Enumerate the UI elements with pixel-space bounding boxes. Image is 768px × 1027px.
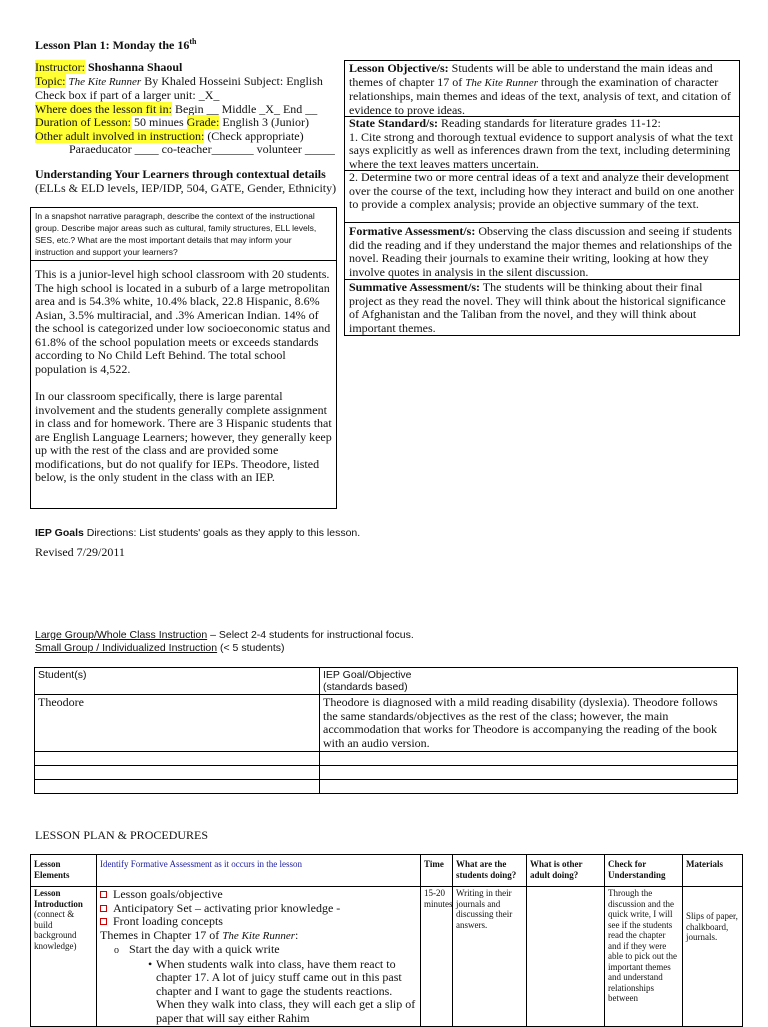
duration-grade-line: Duration of Lesson: 50 minues Grade: English 3 (Junior) [35,115,309,129]
iep-table-header [35,668,738,695]
iep-goals-line: IEP Goals Directions: List students' goals as they apply to this lesson. [35,527,361,539]
revised-date: Revised 7/29/2011 [35,545,125,559]
lesson-objective-box: Lesson Objective/s: Students will be able to understand the main ideas and themes of chapter 17 of The Kite Runner through the examination of character relationships, main themes and ideas of the text, analysis of text, and citation of evidence to prove ideas. [344,60,740,117]
procedures-heading: LESSON PLAN & PROCEDURES [35,828,209,842]
h-students-doing: What are the students doing? [453,855,527,887]
narrative-prompt: In a snapshot narrative paragraph, describe the context of the instructional group. Describe major areas such as cultural, family structures, ELL levels, SES, etc.? What are the most important details that may inform your instruction and support your learners? [31,210,336,261]
bullet-icon: • [148,956,153,971]
unit-checkbox-line: Check box if part of a larger unit: _X_ [35,88,220,102]
learners-heading-block [35,168,340,195]
other-adult-line: Other adult involved in instruction: (Check appropriate) [35,128,304,143]
table-row [31,887,743,1027]
checkbox-icon [100,918,107,925]
lesson-intro-content: Lesson goals/objective Anticipatory Set – activating prior knowledge - Front loading concepts Themes in Chapter 17 of The Kite Runner: o Start the day with a quick write • When students walk into class, have them react to chapter 17. A lot of juicy stuff came out in this past chapter and I want to gage the students reactions. When they walk into class, they will each get a slip of paper that will say either Rahim [97,887,421,1027]
learners-heading: Understanding Your Learners through contextual details [35,167,326,181]
large-group-label: Large Group/Whole Class Instruction [35,629,208,641]
page-title: Lesson Plan 1: Monday the 16th [35,37,197,52]
h-adult-doing: What is other adult doing? [527,855,605,887]
table-row [35,695,738,752]
fit-line: Where does the lesson fit in: Begin __ Middle _X_ End __ [35,101,318,116]
sub-bullet-icon: o [114,945,119,956]
other-adult-options: Paraeducator ____ co-teacher_______ volunteer _____ [69,142,335,156]
adult-doing-cell [527,887,605,1027]
narrative-paragraph-2: In our classroom specifically, there is large parental involvement and the students generally complete assignment in class and for homework. There are 3 Hispanic students that are English Language Learners; however, they generally keep up with the rest of the class and are provided some modifications, but do not qualify for IEPs. Theodore, listed below, is the only student in the class with an IEP. [35,389,332,484]
checkbox-icon [100,891,107,898]
lesson-header-info [35,61,340,157]
instructor-line: Instructor: Shoshanna Shaoul [35,60,183,74]
learners-subheading: (ELLs & ELD levels, IEP/IDP, 504, GATE, Gender, Ethnicity) [35,180,337,195]
lesson-intro-cell: Lesson Introduction (connect & build background knowledge) [31,887,97,1027]
table-row [35,766,738,780]
check-understanding-cell: Through the discussion and the quick write, I will see if the students read the chapter and if they were able to pick out the important themes and understand relationships between [605,887,683,1027]
materials-cell: Slips of paper, chalkboard, journals. [683,887,743,1027]
procedures-table [30,854,743,1027]
h-identify-formative: Identify Formative Assessment as it occurs in the lesson [97,855,421,887]
table-row [35,752,738,766]
small-group-label: Small Group / Individualized Instruction [35,642,218,654]
table-row [35,780,738,794]
topic-line: Topic: The Kite Runner By Khaled Hosseini Subject: English [35,73,323,88]
narrative-paragraph-1: This is a junior-level high school classroom with 20 students. The high school is located in a suburb of a large metropolitan area and is 54.3% white, 10.4% black, 22.8 Hispanic, 8.6% Asian, 3.5% multiracial, and .3% American Indian. 14% of the school is categorized under low socioeconomic status and 61.8% of the school population meets or exceeds standards according to No Child Left Behind. The total school population is 4,522. [35,267,331,376]
objectives-panel [344,60,740,336]
time-cell: 15-20 minutes [421,887,453,1027]
state-standard-2-box: 2. Determine two or more central ideas of a text and analyze their development over the course of the text, including how they interact and build on one another to provide a complex analysis; provide an objective summary of the text. [344,171,740,223]
checkbox-icon [100,905,107,912]
col-iep-goal: IEP Goal/Objective (standards based) [320,668,738,695]
summative-assessment-box: Summative Assessment/s: The students will be thinking about their final project as they read the novel. They will think about the historical significance of Afghanistan and the Taliban from the novel, and they will think about important themes. [344,280,740,336]
learners-narrative-box [30,207,337,509]
h-lesson-elements: Lesson Elements [31,855,97,887]
student-name-cell: Theodore [35,695,320,752]
group-instruction-notes: Large Group/Whole Class Instruction – Select 2-4 students for instructional focus. Small Group / Individualized Instruction (< 5 students) [35,629,414,654]
iep-table [34,667,738,794]
student-goal-cell: Theodore is diagnosed with a mild reading disability (dyslexia). Theodore follows the same standards/objectives as the rest of the class; however, the main accommodation that works for Theodore is accompanying the reading of the book with an audio version. [320,695,738,752]
col-students: Student(s) [35,668,320,695]
h-check-understanding: Check for Understanding [605,855,683,887]
h-time: Time [421,855,453,887]
procedures-header-row [31,855,743,887]
h-materials: Materials [683,855,743,887]
students-doing-cell: Writing in their journals and discussing their answers. [453,887,527,1027]
formative-assessment-box: Formative Assessment/s: Observing the class discussion and seeing if students did the reading and if they understand the major themes and relationships of the novel. Reading their journals to examine their writing, looking at how they involve quotes in analysis in the silent discussion. [344,223,740,280]
state-standard-box: State Standard/s: Reading standards for literature grades 11-12: 1. Cite strong and thorough textual evidence to support analysis of what the text says explicitly as well as inferences drawn from the text, including determining where the text leaves matters uncertain. [344,117,740,171]
